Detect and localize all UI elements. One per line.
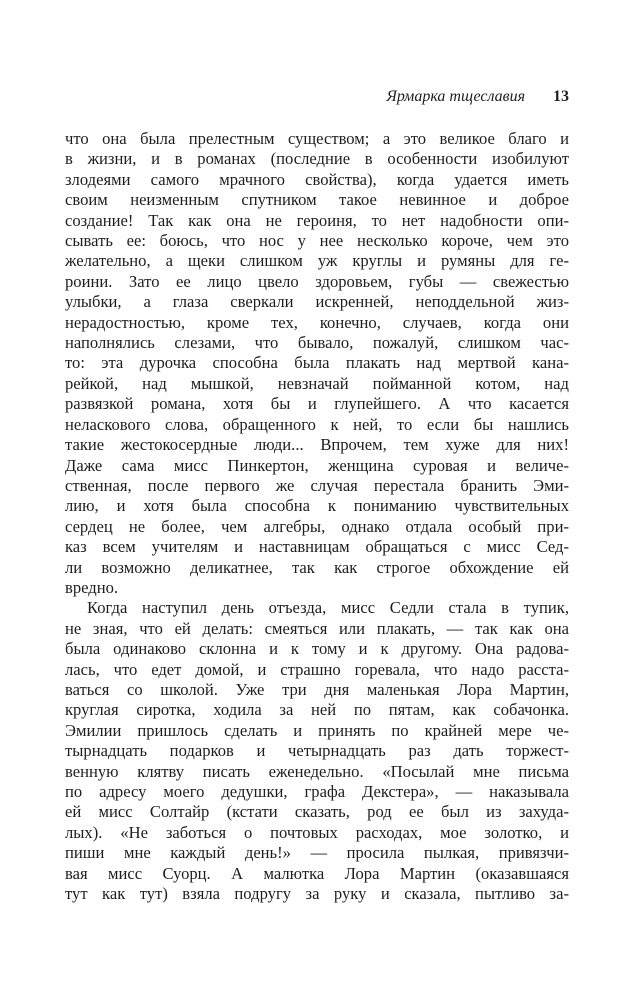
text-line: венную клятву писать еженедельно. «Посылай мне письма [65, 761, 569, 781]
page-number: 13 [553, 88, 569, 105]
text-line: ей мисс Солтайр (кстати сказать, род ее был из захуда- [65, 802, 569, 822]
text-line: в жизни, и в романах (последние в особенности изобилуют [65, 149, 569, 169]
text-line: лию, и хотя была способна к пониманию чувствительных [65, 496, 569, 516]
text-line: Когда наступил день отъезда, мисс Седли стала в тупик, [87, 598, 569, 618]
text-line: вредно. [65, 577, 119, 597]
text-line: по адресу моего дедушки, графа Декстера», — наказывала [65, 782, 569, 801]
text-line: сердец не более, чем алгебры, однако отдала особый при- [65, 516, 569, 536]
text-line: сывать ее: боюсь, что нос у нее несколько короче, чем это [65, 231, 569, 251]
text-line: развязкой романа, хотя бы и глупейшего. А что касается [65, 394, 569, 414]
text-line: нерадостностью, кроме тех, конечно, случаев, когда они [65, 312, 569, 332]
text-line: что она была прелестным существом; а это великое благо и [65, 129, 569, 148]
page-header [65, 88, 569, 106]
text-line: улыбки, а глаза сверкали искренней, неподдельной жиз- [65, 292, 569, 312]
text-line: неласкового слова, обращенного к ней, то если бы нашлись [65, 414, 569, 434]
text-line: тырнадцать подарков и четырнадцать раз дать торжест- [65, 741, 569, 761]
text-line: пиши мне каждый день!» — просила пылкая, привязчи- [65, 843, 569, 863]
text-line: была одинаково склонна и к тому и к другому. Она радова- [65, 639, 569, 659]
text-line: ли возможно деликатнее, так как строгое обхождение ей [65, 557, 569, 577]
text-line: Эмилии пришлось сделать и принять по крайней мере че- [65, 720, 569, 740]
text-line: Даже сама мисс Пинкертон, женщина суровая и величе- [65, 455, 569, 475]
text-line: то: эта дурочка способна была плакать над мертвой кана- [65, 353, 569, 373]
text-line: лась, что едет домой, и страшно горевала, что надо расста- [65, 659, 569, 679]
text-line: наполнялись слезами, что бывало, пожалуй, слишком час- [65, 333, 569, 353]
text-line: своим неизменным спутником такое невинное и доброе [65, 190, 569, 210]
paragraph [65, 129, 569, 598]
text-line: каз всем учителям и наставницам обращаться с мисс Сед- [65, 537, 569, 557]
text-line: рейкой, над мышкой, невзначай пойманной котом, над [65, 373, 569, 393]
text-line: лых). «Не заботься о почтовых расходах, мое золотко, и [65, 822, 569, 842]
text-line: роини. Зато ее лицо цвело здоровьем, губы — свежестью [65, 271, 569, 291]
paragraph [65, 598, 569, 904]
text-line: злодеями самого мрачного свойства), когда удается иметь [65, 169, 569, 189]
text-line: круглая сиротка, ходила за ней по пятам, как собачонка. [65, 700, 569, 720]
text-block [65, 129, 569, 904]
text-line: желательно, а щеки слишком уж круглы и румяны для ге- [65, 251, 569, 271]
text-line: вая мисс Суорц. А малютка Лора Мартин (оказавшаяся [65, 863, 569, 883]
text-line: не зная, что ей делать: смеяться или плакать, — так как она [65, 618, 569, 638]
text-line: ваться со школой. Уже три дня маленькая Лора Мартин, [65, 679, 569, 699]
text-line: такие жестокосердные люди... Впрочем, тем хуже для них! [65, 435, 569, 455]
text-line: создание! Так как она не героиня, то нет надобности опи- [65, 210, 569, 230]
text-line: ственная, после первого же случая перестала бранить Эми- [65, 475, 569, 495]
text-line: тут как тут) взяла подругу за руку и сказала, пытливо за- [65, 884, 569, 904]
running-title: Ярмарка тщеславия [386, 88, 525, 105]
